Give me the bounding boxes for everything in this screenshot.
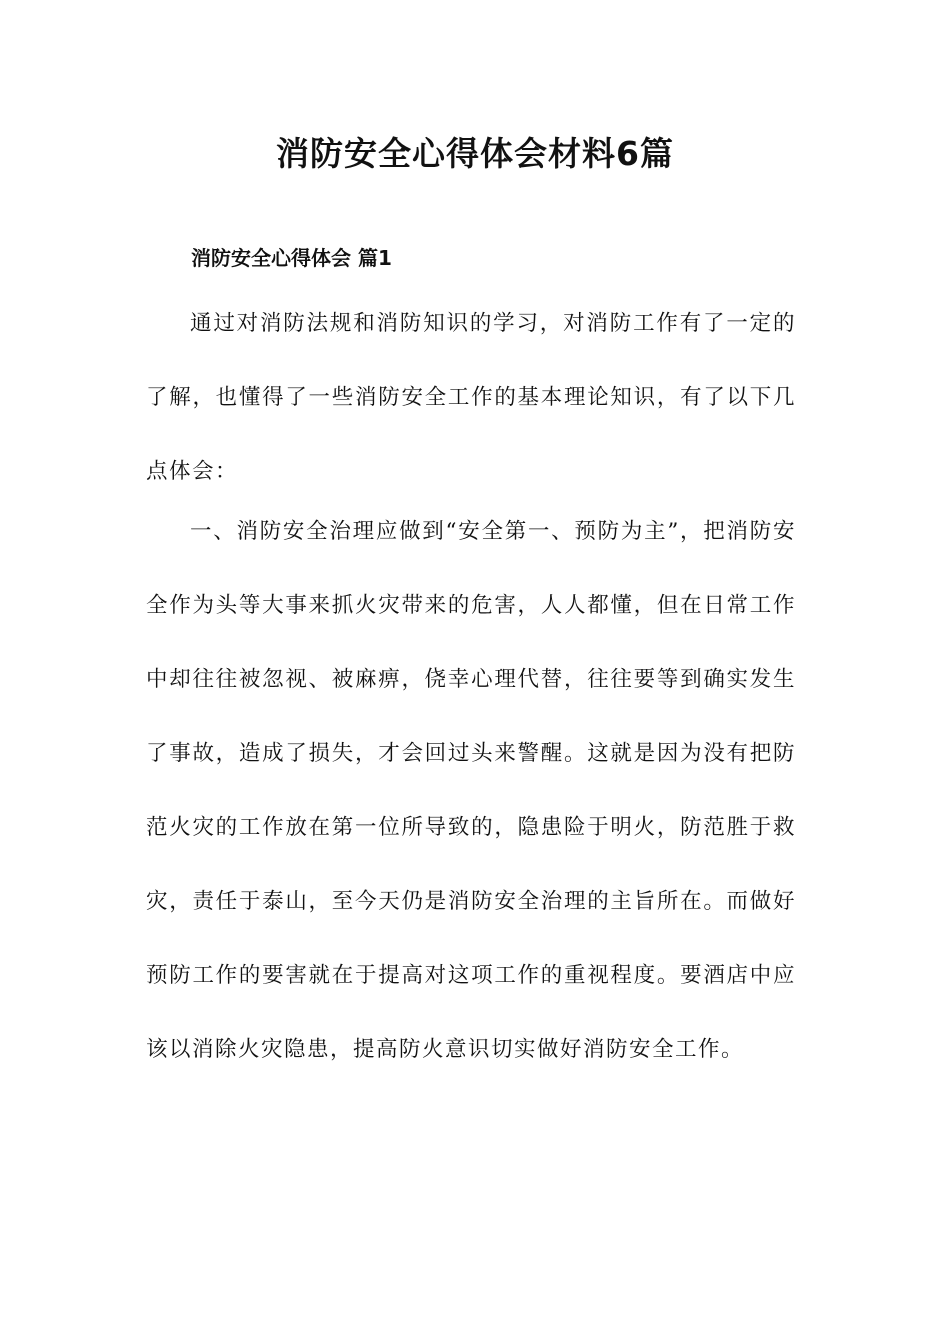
section-heading: 消防安全心得体会 篇1 — [191, 246, 392, 270]
body-paragraph-1: 通过对消防法规和消防知识的学习，对消防工作有了一定的了解，也懂得了一些消防安全工作的基本理论知识，有了以下几点体会： — [146, 311, 796, 484]
body-paragraph-2: 一、消防安全治理应做到“安全第一、预防为主”，把消防安全作为头等大事来抓火灾带来的危害，人人都懂，但在日常工作中却往往被忽视、被麻痹，侥幸心理代替，往往要等到确实发生了事故，造成了损失，才会回过头来警醒。这就是因为没有把防范火灾的工作放在第一位所导致的，隐患险于明火，防范胜于救灾，责任于泰山，至今天仍是消防安全治理的主旨所在。而做好预防工作的要害就在于提高对这项工作的重视程度。要酒店中应该以消除火灾隐患，提高防火意识切实做好消防安全工作。 — [146, 519, 796, 1062]
document-title: 消防安全心得体会材料6篇 — [276, 134, 674, 173]
